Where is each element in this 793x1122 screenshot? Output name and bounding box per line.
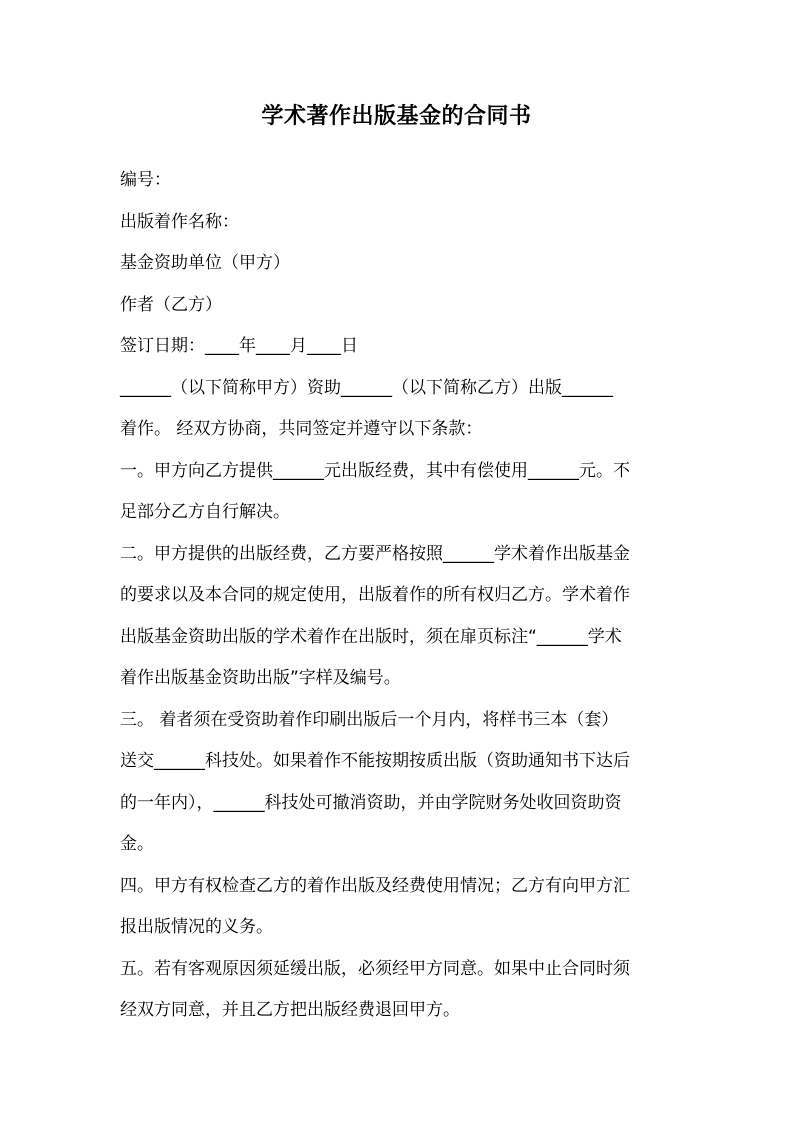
document-title: 学术著作出版基金的合同书: [261, 104, 532, 129]
clause-line: 送交______科技处。如果着作不能按期按质出版（资助通知书下达后: [120, 751, 630, 771]
document-body: [120, 160, 680, 1032]
field-author: 作者（乙方）: [120, 294, 222, 315]
intro-paragraph: [120, 368, 680, 451]
clause-line: 的要求以及本合同的规定使用，出版着作的所有权归乙方。学术着作: [120, 585, 630, 605]
intro-line: ______（以下简称甲方）资助______（以下简称乙方）出版______: [120, 377, 613, 398]
clause-5: [120, 949, 680, 1032]
clause-line: 四。甲方有权检查乙方的着作出版及经费使用情况；乙方有向甲方汇: [120, 875, 630, 896]
clause-line: 足部分乙方自行解决。: [120, 502, 290, 522]
clause-line: 五。若有客观原因须延缓出版，必须经甲方同意。如果中止合同时须: [120, 958, 630, 979]
clause-line: 着作出版基金资助出版”字样及编号。: [120, 668, 401, 688]
field-work-title: 出版着作名称：: [120, 211, 239, 232]
clause-line: 出版基金资助出版的学术着作在出版时，须在扉页标注“______学术: [120, 626, 622, 647]
clause-3: [120, 700, 680, 866]
clause-4: [120, 866, 680, 949]
clause-2: [120, 534, 680, 700]
field-number: 编号：: [120, 170, 171, 190]
intro-line: 着作。 经双方协商，共同签定并遵守以下条款：: [120, 419, 483, 439]
field-sign-date: 签订日期：____年____月____日: [120, 336, 358, 356]
clause-line: 经双方同意，并且乙方把出版经费退回甲方。: [120, 1000, 460, 1020]
clause-line: 金。: [120, 834, 154, 854]
clause-line: 的一年内），______科技处可撤消资助，并由学院财务处收回资助资: [120, 792, 622, 813]
field-funding-unit: 基金资助单位（甲方）: [120, 253, 290, 273]
clause-line: 三。 着者须在受资助着作印刷出版后一个月内，将样书三本（套）: [120, 709, 619, 730]
clause-line: 一。甲方向乙方提供______元出版经费，其中有偿使用______元。不: [120, 460, 630, 481]
clause-1: [120, 451, 680, 534]
clause-line: 报出版情况的义务。: [120, 917, 273, 937]
clause-line: 二。甲方提供的出版经费，乙方要严格按照______学术着作出版基金: [120, 543, 630, 564]
